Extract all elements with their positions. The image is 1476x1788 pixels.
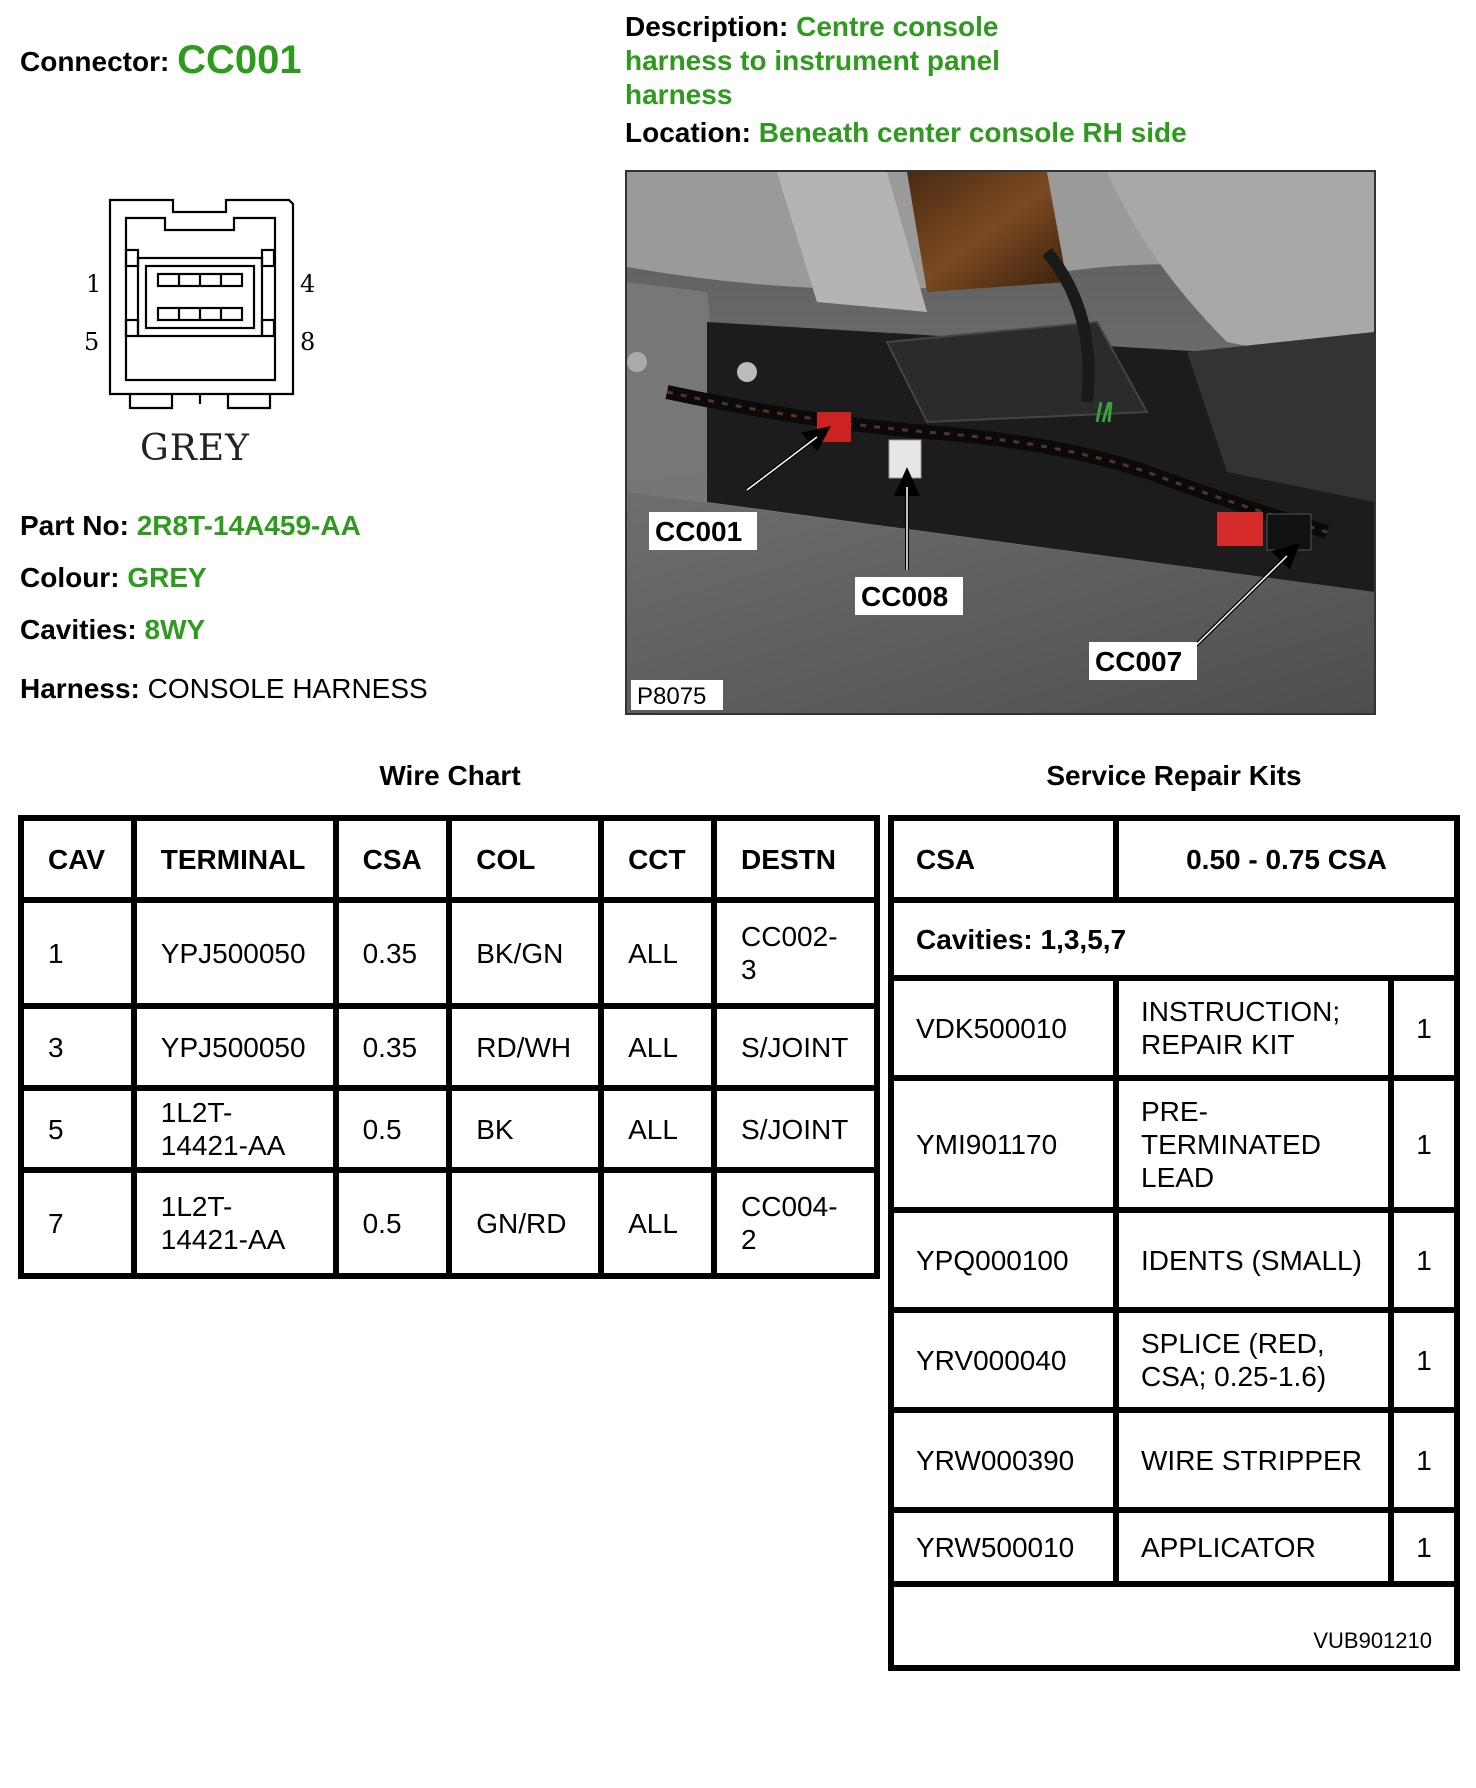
kit-code: YMI901170: [891, 1078, 1116, 1210]
kits-csa-label: CSA: [891, 818, 1116, 900]
harness-label: Harness:: [20, 673, 140, 704]
connector-face-diagram: [78, 190, 338, 420]
cavities: [20, 614, 205, 646]
kit-desc: PRE-TERMINATED LEAD: [1116, 1078, 1391, 1210]
col-header-cct: CCT: [601, 818, 714, 900]
location-value: Beneath center console RH side: [758, 117, 1187, 148]
kits-footer-ref: VUB901210: [891, 1584, 1457, 1668]
kits-header-row: [891, 818, 1457, 900]
callout-cc001: CC001: [655, 516, 743, 547]
kit-desc: INSTRUCTION; REPAIR KIT: [1116, 978, 1391, 1078]
cavities-label: Cavities:: [20, 614, 137, 645]
kit-desc: WIRE STRIPPER: [1116, 1410, 1391, 1510]
cell-destn: CC004-2: [714, 1170, 877, 1276]
colour-label: Colour:: [20, 562, 120, 593]
kit-row: [891, 1410, 1457, 1510]
wire-chart-title: Wire Chart: [379, 760, 521, 791]
colour: [20, 562, 207, 594]
kit-qty: 1: [1391, 1210, 1457, 1310]
col-header-terminal: TERMINAL: [134, 818, 336, 900]
kit-code: VDK500010: [891, 978, 1116, 1078]
cell-cav: 3: [21, 1006, 134, 1088]
cell-csa: 0.35: [336, 900, 450, 1006]
connector-colour-caption: GREY: [140, 428, 250, 469]
kit-qty: 1: [1391, 1510, 1457, 1584]
cell-cct: ALL: [601, 900, 714, 1006]
description: [625, 10, 1045, 112]
kit-qty: 1: [1391, 1078, 1457, 1210]
kit-desc: SPLICE (RED, CSA; 0.25-1.6): [1116, 1310, 1391, 1410]
cell-col: GN/RD: [449, 1170, 601, 1276]
callout-cc008: CC008: [861, 581, 949, 612]
kit-desc: IDENTS (SMALL): [1116, 1210, 1391, 1310]
cell-cav: 5: [21, 1088, 134, 1170]
cell-destn: S/JOINT: [714, 1006, 877, 1088]
pin-label-1: 1: [86, 270, 102, 298]
wire-chart-table: [18, 815, 880, 1279]
location-photo: [625, 170, 1376, 715]
cell-csa: 0.5: [336, 1170, 450, 1276]
cell-cct: ALL: [601, 1006, 714, 1088]
cell-col: RD/WH: [449, 1006, 601, 1088]
cell-cct: ALL: [601, 1170, 714, 1276]
table-row: [21, 1006, 877, 1088]
kit-code: YRV000040: [891, 1310, 1116, 1410]
kit-qty: 1: [1391, 1310, 1457, 1410]
kits-csa-value: 0.50 - 0.75 CSA: [1116, 818, 1457, 900]
harness-value: CONSOLE HARNESS: [147, 673, 428, 704]
cell-terminal: YPJ500050: [134, 1006, 336, 1088]
cell-destn: CC002-3: [714, 900, 877, 1006]
service-kits-table: [888, 815, 1460, 1671]
connector-heading: [20, 38, 302, 83]
location: [625, 117, 1187, 149]
colour-value: GREY: [127, 562, 207, 593]
kits-cavities: Cavities: 1,3,5,7: [891, 900, 1457, 978]
pin-label-5: 5: [84, 328, 100, 356]
pin-label-4: 4: [300, 270, 316, 298]
connector-label: Connector:: [20, 46, 170, 77]
cell-csa: 0.35: [336, 1006, 450, 1088]
kit-code: YRW000390: [891, 1410, 1116, 1510]
part-number: [20, 510, 361, 542]
cell-terminal: 1L2T-14421-AA: [134, 1088, 336, 1170]
kit-row: [891, 1310, 1457, 1410]
kits-footer-row: [891, 1584, 1457, 1668]
table-row: [21, 1170, 877, 1276]
cell-col: BK: [449, 1088, 601, 1170]
connector-value: CC001: [177, 38, 302, 82]
cell-col: BK/GN: [449, 900, 601, 1006]
description-label: Description:: [625, 11, 789, 42]
callout-cc007: CC007: [1095, 646, 1183, 677]
cell-cav: 7: [21, 1170, 134, 1276]
cell-csa: 0.5: [336, 1088, 450, 1170]
kit-code: YRW500010: [891, 1510, 1116, 1584]
col-header-col: COL: [449, 818, 601, 900]
table-row: [21, 1088, 877, 1170]
pin-label-8: 8: [300, 328, 316, 356]
col-header-csa: CSA: [336, 818, 450, 900]
kit-row: [891, 1078, 1457, 1210]
kit-desc: APPLICATOR: [1116, 1510, 1391, 1584]
photo-ref: P8075: [637, 683, 707, 710]
cell-cav: 1: [21, 900, 134, 1006]
table-row: [21, 900, 877, 1006]
cell-terminal: 1L2T-14421-AA: [134, 1170, 336, 1276]
kit-row: [891, 978, 1457, 1078]
kit-row: [891, 1210, 1457, 1310]
table-header-row: [21, 818, 877, 900]
col-header-destn: DESTN: [714, 818, 877, 900]
kit-row: [891, 1510, 1457, 1584]
cell-terminal: YPJ500050: [134, 900, 336, 1006]
kits-cavities-row: [891, 900, 1457, 978]
service-kits-title: Service Repair Kits: [1046, 760, 1302, 791]
cell-cct: ALL: [601, 1088, 714, 1170]
kit-qty: 1: [1391, 1410, 1457, 1510]
harness: [20, 673, 428, 705]
cavities-value: 8WY: [144, 614, 206, 645]
kit-code: YPQ000100: [891, 1210, 1116, 1310]
part-no-value: 2R8T-14A459-AA: [136, 510, 361, 541]
part-no-label: Part No:: [20, 510, 129, 541]
description-value: Centre console harness to instrument panel harness: [625, 11, 1000, 110]
location-label: Location:: [625, 117, 751, 148]
kit-qty: 1: [1391, 978, 1457, 1078]
cell-destn: S/JOINT: [714, 1088, 877, 1170]
col-header-cav: CAV: [21, 818, 134, 900]
